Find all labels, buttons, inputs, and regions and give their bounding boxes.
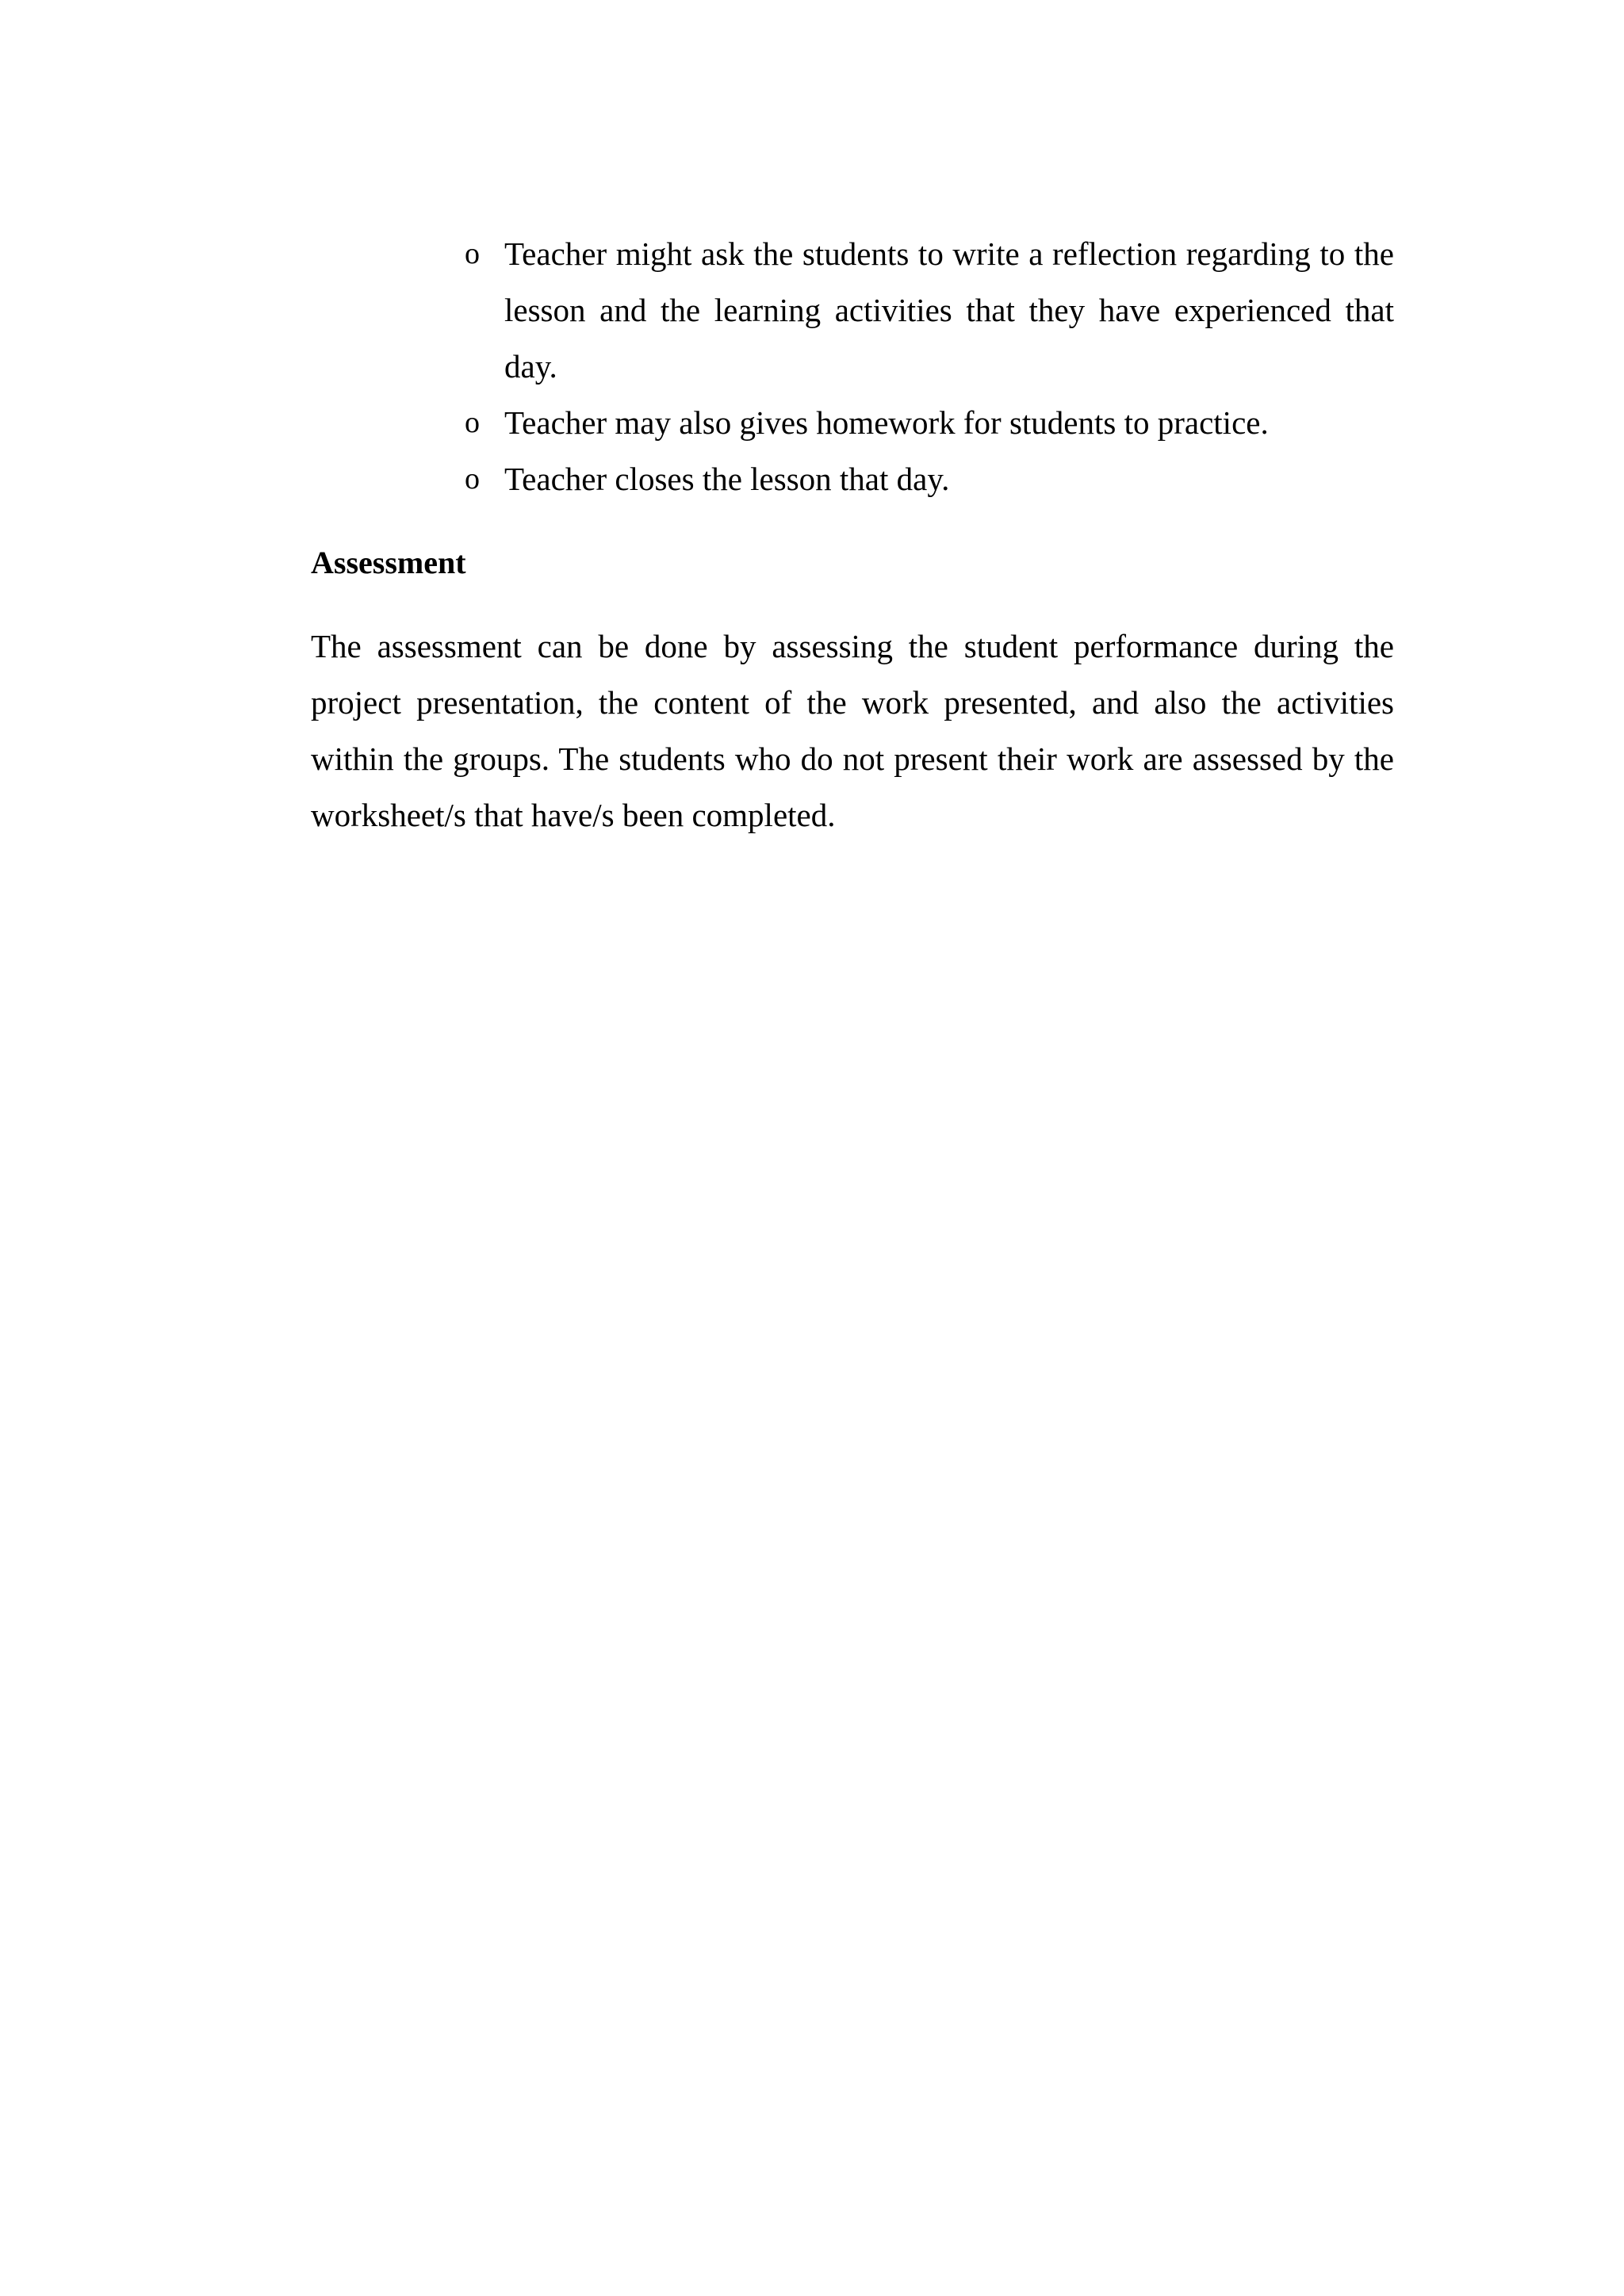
circle-bullet-icon: o <box>465 462 480 496</box>
list-item <box>462 451 1394 507</box>
list-item <box>462 226 1394 395</box>
circle-bullet-icon: o <box>465 237 480 270</box>
circle-bullet-icon: o <box>465 406 480 439</box>
list-item-text: Teacher closes the lesson that day. <box>504 461 950 497</box>
assessment-heading: Assessment <box>311 545 466 580</box>
list-item-text: Teacher might ask the students to write a reflection regarding to the lesson and the learning activities that they have experienced that day. <box>504 235 1394 385</box>
bullet-list <box>462 226 1394 507</box>
list-item-text: Teacher may also gives homework for students to practice. <box>504 404 1269 441</box>
list-item <box>462 395 1394 451</box>
assessment-paragraph: The assessment can be done by assessing the student performance during the project presentation, the content of the work presented, and also the activities within the groups. The students who do not present their work are assessed by the worksheet/s that have/s been completed. <box>311 628 1394 833</box>
